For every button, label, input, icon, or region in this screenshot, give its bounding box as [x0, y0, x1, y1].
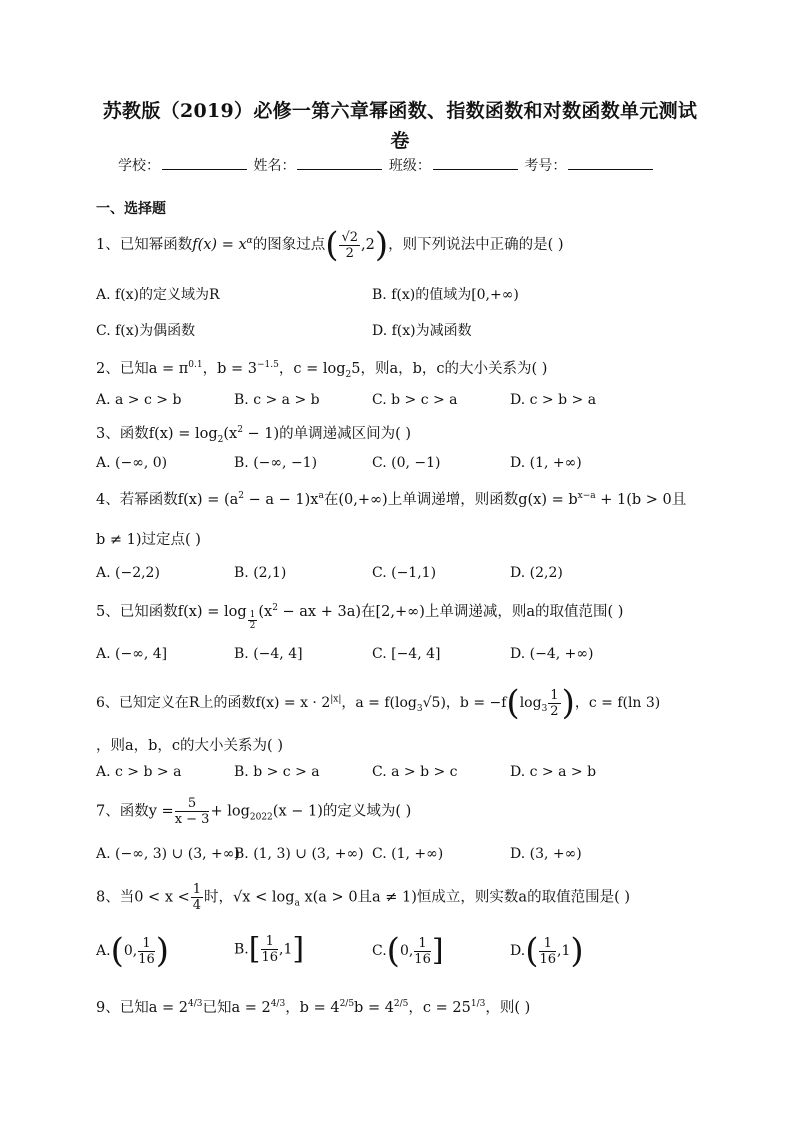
q9-mid1: 已知a = 2: [202, 1000, 271, 1016]
q2-b: ，b = 3: [202, 361, 257, 377]
q4-option-d[interactable]: D. (2,2): [510, 565, 563, 581]
q9-e1: 4/3: [187, 999, 203, 1010]
class-label: 班级：: [388, 158, 431, 174]
q4-bexp: x−a: [577, 491, 596, 502]
q7-part1: 7、函数y =: [96, 803, 174, 820]
q3-option-a[interactable]: A. (−∞, 0): [96, 455, 168, 471]
q2-option-d[interactable]: D. c > b > a: [510, 392, 597, 408]
question-6-stem: 6、已知定义在R上的函数$f(x) = x \cdot 2^{|x|}$，$a = f(\log_3√5)$，$b = -f(\log_3$ $\frac{1}{2}$ )，c = f(ln 3): [96, 683, 661, 723]
q5-part2: (x: [258, 604, 273, 620]
question-2-stem: [96, 357, 547, 378]
question-3-stem: [96, 422, 411, 443]
q7-option-a[interactable]: A. (−∞, 3) ∪ (3, +∞): [96, 846, 240, 862]
question-6-line2: ，则a，b，c的大小关系为( ): [96, 738, 283, 754]
q8-option-b[interactable]: B.[ $\frac{1}{16}$ ,1]: [234, 931, 305, 967]
question-5-stem: [96, 600, 623, 631]
q5-part3: − ax + 3a)在[2,+∞)上单调递减，则a的取值范围( ): [277, 604, 624, 620]
q6-option-d[interactable]: D. c > a > b: [510, 764, 597, 780]
q8-part2: 时，√x < log: [204, 889, 295, 906]
q6-b-frac: $\frac{1}{2}$: [550, 687, 559, 719]
q7-frac: $\frac{5}{x - 3}$: [174, 796, 210, 827]
q2-c-sub: 2: [345, 369, 352, 380]
q5-sq: 2: [272, 603, 278, 614]
q2-option-b[interactable]: B. c > a > b: [234, 392, 320, 408]
q4-part3: 在(0,+∞)上单调递增，则函数g(x) = b: [323, 492, 578, 508]
q2-b-exp: −1.5: [256, 360, 279, 371]
q1-point-frac: $\frac{√2}{2}$: [341, 229, 359, 261]
q1-option-c[interactable]: C. f(x)为偶函数: [96, 323, 196, 339]
section-heading: 一、选择题: [96, 201, 166, 217]
question-1-stem: 1、已知幂函数$f(x) = x^\alpha$的图象过点( $\frac{√2}{2}$ ,2)，则下列说法中正确的是( ): [96, 225, 564, 265]
q6-b-sub: 3: [541, 703, 548, 714]
q1-option-d[interactable]: D. f(x)为减函数: [372, 323, 472, 339]
q2-c: ，c = log: [278, 361, 346, 377]
exam-no-label: 考号：: [524, 158, 567, 174]
question-4-line2: b ≠ 1)过定点( ): [96, 532, 201, 548]
q4-part2: − a − 1)x: [244, 492, 319, 508]
q4-option-c[interactable]: C. (−1,1): [372, 565, 437, 581]
q6-option-c[interactable]: C. a > b > c: [372, 764, 458, 780]
q5-option-a[interactable]: A. (−∞, 4]: [96, 646, 168, 662]
q8-frac: $\frac{1}{4}$: [192, 882, 202, 913]
q6-a: ，a = f(log: [341, 695, 417, 711]
q8-option-d[interactable]: D.( $\frac{1}{16}$ ,1): [510, 931, 584, 971]
q6-b-log: log: [519, 695, 542, 711]
q5-option-d[interactable]: D. (−4, +∞): [510, 646, 594, 662]
school-blank[interactable]: [162, 155, 247, 170]
q9-tail: ，则( ): [485, 1000, 531, 1016]
q4-sq: 2: [238, 491, 244, 502]
question-4-stem: [96, 488, 686, 509]
q3-option-b[interactable]: B. (−∞, −1): [234, 455, 318, 471]
class-blank[interactable]: [433, 155, 518, 170]
q8-option-c[interactable]: C.(0, $\frac{1}{16}$ ]: [372, 931, 444, 971]
q1-option-a[interactable]: A. f(x)的定义域为R: [96, 287, 220, 303]
q6-a-sub: 3: [416, 703, 423, 714]
q1-prefix: 1、已知幂函数: [96, 237, 193, 253]
q9-part1: 9、已知a = 2: [96, 1000, 188, 1016]
q3-sq: 2: [237, 425, 243, 436]
school-label: 学校：: [118, 158, 160, 174]
q2-stem: 2、已知a = π: [96, 361, 189, 377]
q9-c: ，c = 25: [408, 1000, 471, 1016]
q7-part3: (x − 1)的定义域为( ): [272, 803, 412, 820]
name-blank[interactable]: [297, 155, 382, 170]
q7-option-c[interactable]: C. (1, +∞): [372, 846, 444, 862]
q9-e2: 4/3: [270, 999, 286, 1010]
q1-fx: f(x) = x: [192, 237, 247, 253]
q5-part1: 5、已知函数f(x) = log: [96, 604, 247, 620]
q3-option-d[interactable]: D. (1, +∞): [510, 455, 582, 471]
q1-suffix: ，则下列说法中正确的是( ): [388, 237, 564, 253]
q1-option-b[interactable]: B. f(x)的值域为[0,+∞): [372, 287, 519, 303]
q3-part3: − 1)的单调递减区间为( ): [242, 426, 412, 442]
q5-base-frac: $\frac{1}{2}$: [249, 610, 256, 631]
question-9-stem: [96, 996, 530, 1017]
question-8-stem: [96, 882, 630, 913]
exam-no-blank[interactable]: [568, 155, 653, 170]
q3-part1: 3、函数f(x) = log: [96, 426, 218, 442]
q9-b: ，b = 4: [285, 1000, 340, 1016]
q1-point-rest: ,2: [361, 237, 375, 253]
q1-exp: α: [246, 236, 253, 247]
q4-option-b[interactable]: B. (2,1): [234, 565, 287, 581]
q9-mid2: b = 4: [354, 1000, 394, 1016]
q9-e3: 2/5: [339, 999, 355, 1010]
q4-xa: a: [318, 491, 324, 502]
q8-option-a[interactable]: A.(0, $\frac{1}{16}$ ): [96, 931, 169, 971]
q1-mid: 的图象过点: [252, 237, 326, 253]
q6-option-a[interactable]: A. c > b > a: [96, 764, 182, 780]
q3-option-c[interactable]: C. (0, −1): [372, 455, 441, 471]
q8-sub: a: [294, 898, 300, 909]
q6-absx: |x|: [330, 694, 342, 705]
q3-sub: 2: [217, 434, 224, 445]
q2-option-c[interactable]: C. b > c > a: [372, 392, 458, 408]
q2-tail: 5，则a，b，c的大小关系为( ): [351, 361, 548, 377]
page-title: 苏教版（2019）必修一第六章幂函数、指数函数和对数函数单元测试卷: [102, 100, 698, 152]
q8-part1: 8、当0 < x <: [96, 889, 190, 906]
q7-option-d[interactable]: D. (3, +∞): [510, 846, 582, 862]
q2-a-exp: 0.1: [188, 360, 203, 371]
q8-part3: x(a > 0且a ≠ 1)恒成立，则实数a的取值范围是( ): [299, 889, 631, 906]
q7-sub: 2022: [249, 812, 273, 823]
name-label: 姓名：: [253, 158, 296, 174]
q9-e5: 1/3: [470, 999, 486, 1010]
q6-part1: 6、已知定义在R上的函数f(x) = x · 2: [96, 695, 331, 711]
q4-part1: 4、若幂函数f(x) = (a: [96, 492, 239, 508]
q6-b: ，b = −f: [445, 695, 507, 711]
q3-part2: (x: [223, 426, 238, 442]
q7-part2: + log: [210, 803, 250, 820]
q5-option-c[interactable]: C. [−4, 4]: [372, 646, 441, 662]
q5-option-b[interactable]: B. (−4, 4]: [234, 646, 303, 662]
q4-part4: + 1(b > 0且: [595, 492, 687, 508]
student-info-row: [118, 155, 655, 175]
q6-a-arg: √5): [422, 695, 446, 711]
q7-option-b[interactable]: B. (1, 3) ∪ (3, +∞): [234, 846, 364, 862]
q4-option-a[interactable]: A. (−2,2): [96, 565, 160, 581]
q6-c: ，c = f(ln 3): [574, 695, 661, 711]
q6-option-b[interactable]: B. b > c > a: [234, 764, 320, 780]
q2-option-a[interactable]: A. a > c > b: [96, 392, 182, 408]
question-7-stem: [96, 796, 411, 827]
q9-e4: 2/5: [393, 999, 409, 1010]
